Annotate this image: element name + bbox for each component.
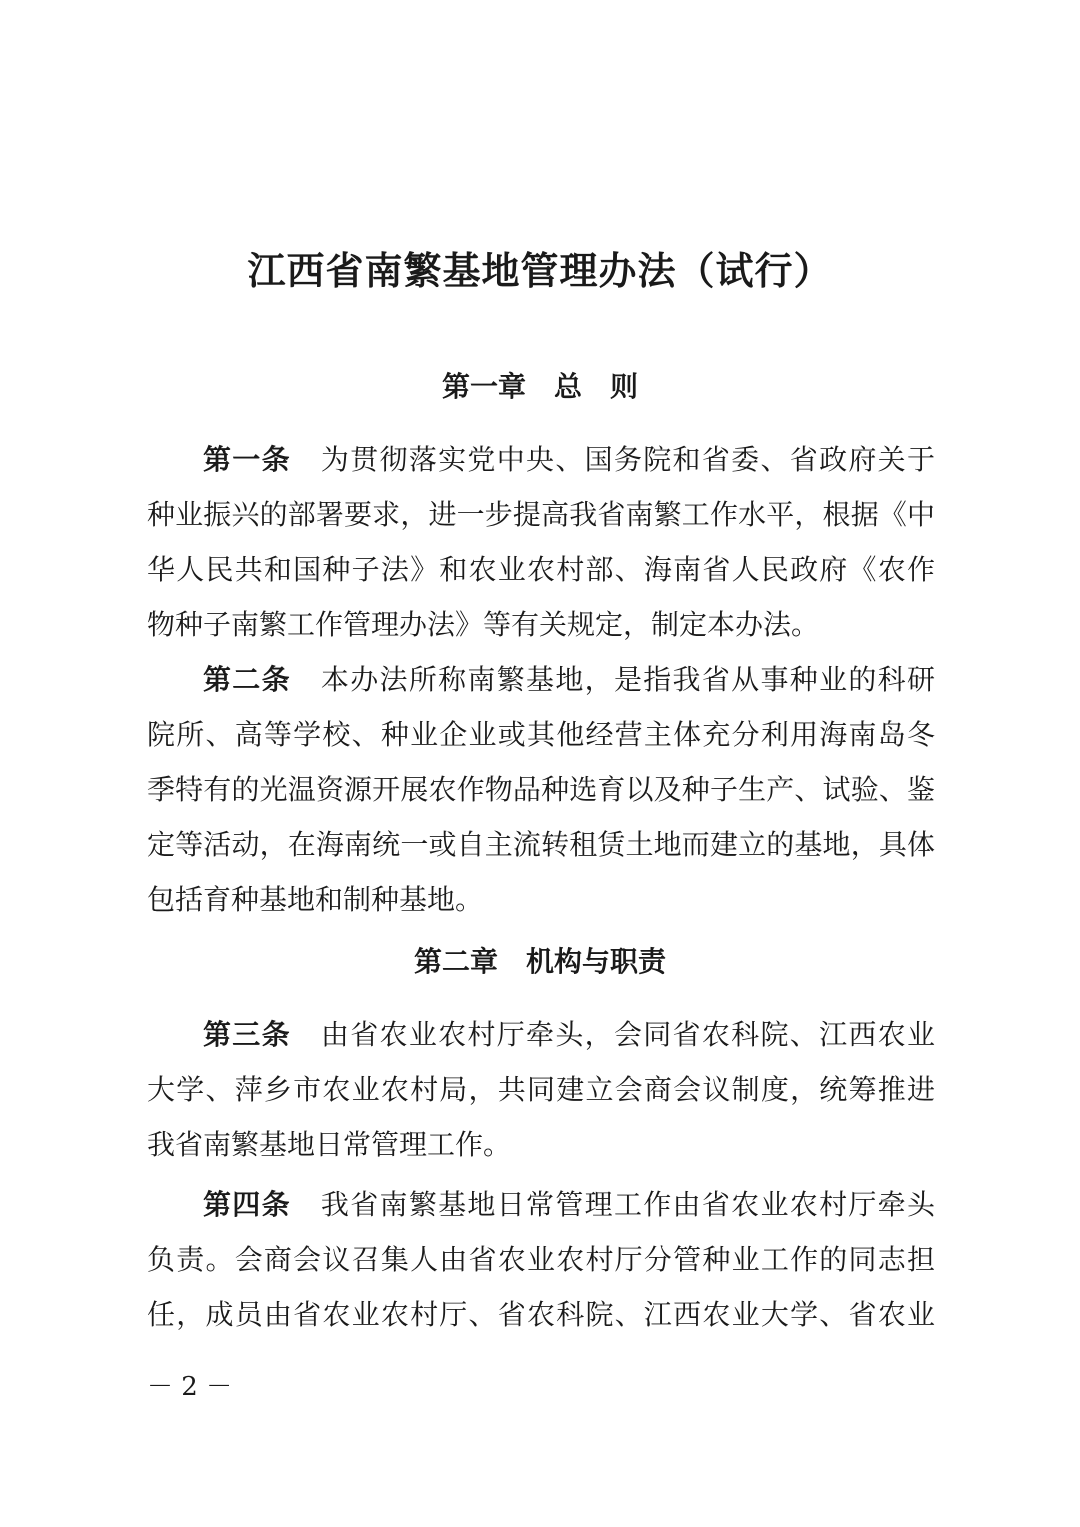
article-4-line-1: [203, 1185, 935, 1225]
article-text: 为贯彻落实党中央、国务院和省委、省政府关于: [320, 443, 935, 476]
chapter-heading-1: 第一章 总 则: [441, 370, 638, 403]
article-4-line-3: 任，成员由省农业农村厅、省农科院、江西农业大学、省农业: [147, 1298, 935, 1331]
article-3-line-1: [203, 1015, 935, 1055]
article-1-line-3: 华人民共和国种子法》和农业农村部、海南省人民政府《农作: [147, 553, 935, 586]
article-4-line-2: 负责。会商会议召集人由省农业农村厅分管种业工作的同志担: [147, 1243, 935, 1276]
chapter-heading-2: 第二章 机构与职责: [413, 945, 666, 978]
article-text: 由省农业农村厅牵头，会同省农科院、江西农业: [320, 1018, 935, 1051]
article-2-line-3: 季特有的光温资源开展农作物品种选育以及种子生产、试验、鉴: [147, 773, 935, 806]
article-label: 第二条: [203, 663, 291, 696]
article-3-line-2: 大学、萍乡市农业农村局，共同建立会商会议制度，统筹推进: [147, 1073, 935, 1106]
article-2-line-1: [203, 660, 935, 700]
article-1-line-2: 种业振兴的部署要求，进一步提高我省南繁工作水平，根据《中: [147, 498, 935, 531]
article-text: 本办法所称南繁基地，是指我省从事种业的科研: [320, 663, 935, 696]
article-label: 第四条: [203, 1188, 291, 1221]
article-label: 第一条: [203, 443, 291, 476]
article-1-line-1: [203, 440, 935, 480]
article-3-line-3: 我省南繁基地日常管理工作。: [147, 1128, 512, 1161]
article-2-line-2: 院所、高等学校、种业企业或其他经营主体充分利用海南岛冬: [147, 718, 935, 751]
page-number: － 2 －: [147, 1372, 233, 1402]
article-text: 我省南繁基地日常管理工作由省农业农村厅牵头: [320, 1188, 935, 1221]
article-label: 第三条: [203, 1018, 291, 1051]
article-1-line-4: 物种子南繁工作管理办法》等有关规定，制定本办法。: [147, 608, 820, 641]
article-2-line-4: 定等活动，在海南统一或自主流转租赁土地而建立的基地，具体: [147, 828, 935, 861]
document-title: 江西省南繁基地管理办法（试行）: [247, 249, 833, 293]
article-2-line-5: 包括育种基地和制种基地。: [147, 883, 484, 916]
